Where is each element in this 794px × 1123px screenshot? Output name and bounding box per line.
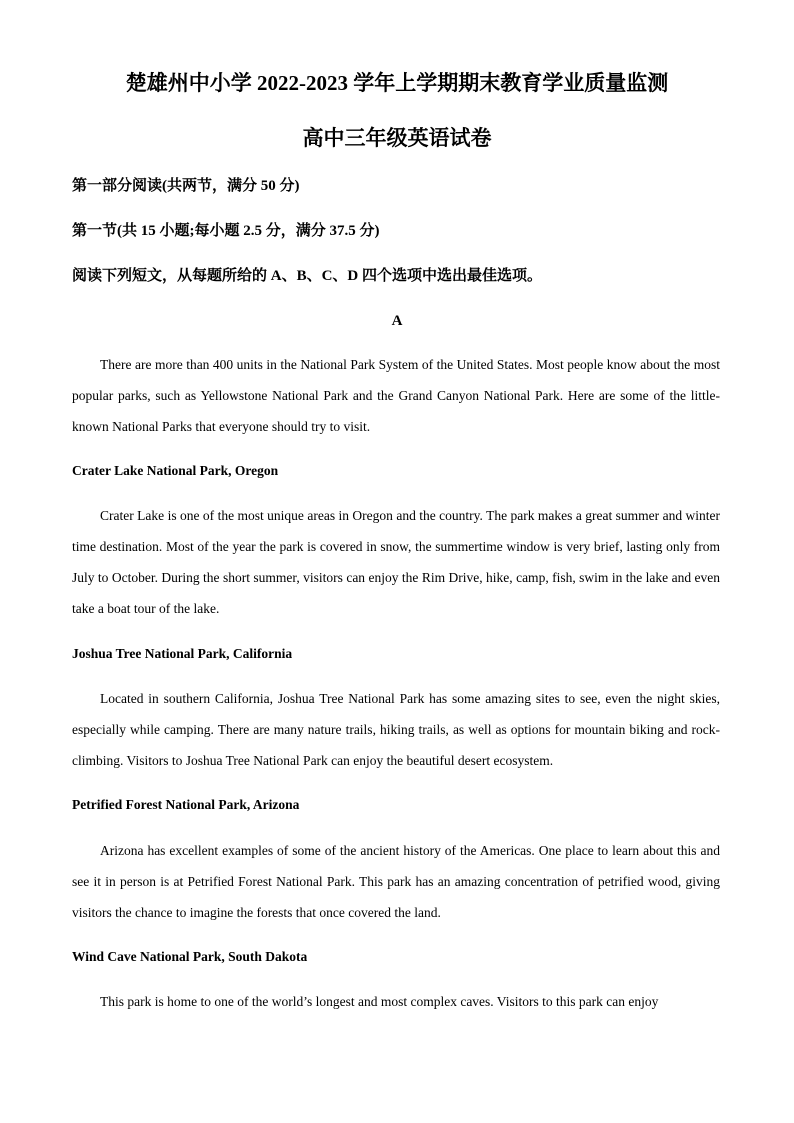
- section-text-wind-cave: This park is home to one of the world’s longest and most complex caves. Visitors to this park can enjoy: [100, 994, 659, 1009]
- passage-intro: There are more than 400 units in the National Park System of the United States. Most people know about the most popular parks, such as Yellowstone National Park and the Grand Canyon National Park. Here are some of the little-known National Parks that everyone should try to visit.: [72, 357, 720, 434]
- section-text-petrified-forest: Arizona has excellent examples of some of the ancient history of the Americas. One place to learn about this and see it in person is at Petrified Forest National Park. This park has an amazing concentration of petrified wood, giving visitors the chance to imagine the forests that once covered the land.: [72, 843, 720, 920]
- section-heading-joshua-tree: Joshua Tree National Park, California: [72, 646, 293, 661]
- exam-title: 楚雄州中小学 2022-2023 学年上学期期末教育学业质量监测: [125, 71, 669, 95]
- passage-label: A: [391, 313, 403, 329]
- section-text-joshua-tree: Located in southern California, Joshua Tree National Park has some amazing sites to see, even the night skies, especially while camping. There are many nature trails, hiking trails, as well as options for mountain biking and rock-climbing. Visitors to Joshua Tree National Park can enjoy the beautiful desert ecosystem.: [72, 691, 720, 768]
- section-heading-petrified-forest: Petrified Forest National Park, Arizona: [72, 797, 300, 812]
- section-text-crater-lake: Crater Lake is one of the most unique areas in Oregon and the country. The park makes a great summer and winter time destination. Most of the year the park is covered in snow, the summertime window is very brief, lasting only from July to October. During the short summer, visitors can enjoy the Rim Drive, hike, camp, fish, swim in the lake and even take a boat tour of the lake.: [72, 508, 720, 616]
- exam-subtitle: 高中三年级英语试卷: [302, 126, 492, 150]
- section-heading-crater-lake: Crater Lake National Park, Oregon: [72, 463, 279, 478]
- section-heading-wind-cave: Wind Cave National Park, South Dakota: [72, 949, 308, 964]
- section-heading: 第一节(共 15 小题;每小题 2.5 分，满分 37.5 分): [72, 223, 380, 239]
- reading-directions: 阅读下列短文，从每题所给的 A、B、C、D 四个选项中选出最佳选项。: [72, 268, 543, 284]
- part-heading: 第一部分阅读(共两节，满分 50 分): [72, 178, 300, 194]
